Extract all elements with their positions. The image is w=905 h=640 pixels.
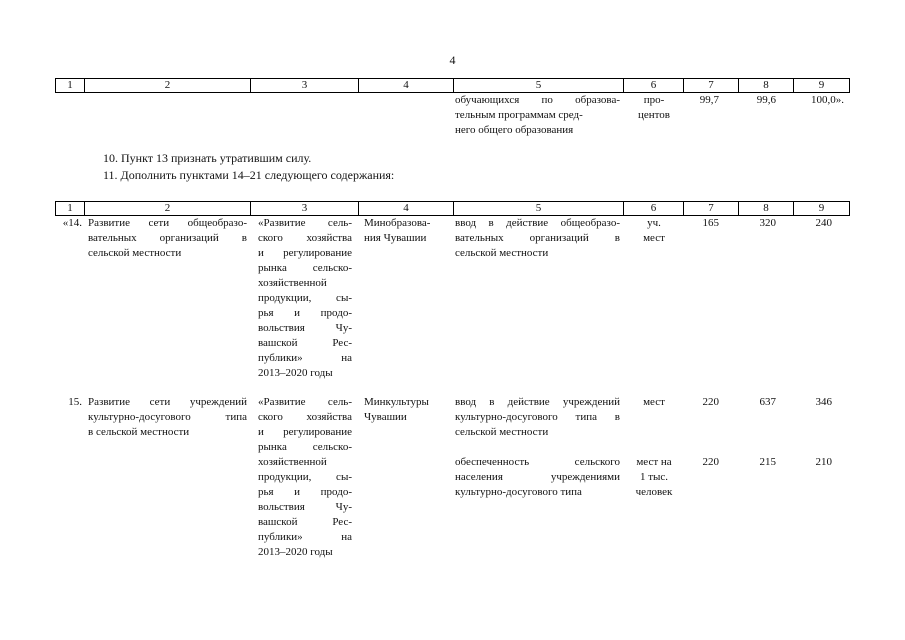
program-line: рынка сельско- (258, 262, 352, 274)
row-number: «14. (62, 217, 82, 229)
program-line: ского хозяйства (258, 232, 352, 244)
program-line: «Развитие сель- (258, 217, 352, 229)
value-cell: 220 (702, 456, 719, 468)
column-number: 4 (358, 202, 453, 215)
value-cell: 240 (815, 217, 832, 229)
unit-line: мест (643, 232, 665, 244)
value-cell: 637 (759, 396, 776, 408)
column-number: 3 (250, 202, 358, 215)
program-line: вашской Рес- (258, 516, 352, 528)
indicator-line: него общего образования (455, 124, 574, 136)
column-number: 8 (738, 79, 793, 92)
column-number: 6 (623, 79, 683, 92)
program-line: хозяйственной (258, 277, 327, 289)
column-number: 5 (453, 202, 623, 215)
column-number: 9 (793, 79, 850, 92)
unit-line: уч. (647, 217, 661, 229)
unit-line: про- (643, 94, 665, 106)
unit-line: мест на (636, 456, 672, 468)
column-number: 7 (683, 79, 738, 92)
program-line: и регулирование (258, 426, 352, 438)
value-cell: 220 (702, 396, 719, 408)
indicator-line: населения учреждениями (455, 471, 620, 483)
value-cell: 99,7 (699, 94, 719, 106)
column-number: 9 (793, 202, 850, 215)
paragraph: 10. Пункт 13 признать утратившим силу. (103, 151, 312, 165)
indicator-line: культурно-досугового типа в (455, 411, 620, 423)
value-cell: 99,6 (756, 94, 776, 106)
unit-line: человек (635, 486, 673, 498)
unit-line: центов (637, 109, 670, 121)
column-number: 4 (358, 79, 453, 92)
table-header-row (55, 201, 850, 216)
program-line: вольствия Чу- (258, 322, 352, 334)
value-cell: 210 (815, 456, 832, 468)
unit-line: 1 тыс. (639, 471, 669, 483)
program-line: ского хозяйства (258, 411, 352, 423)
measure-line: культурно-досугового типа (88, 411, 247, 423)
value-cell: 215 (759, 456, 776, 468)
indicator-line: тельным программам сред- (455, 109, 583, 121)
indicator-line: сельской местности (455, 247, 549, 259)
executor-line: ния Чувашии (364, 232, 427, 244)
column-number: 7 (683, 202, 738, 215)
measure-line: Развитие сети общеобразо- (88, 217, 247, 229)
executor-line: Чувашии (364, 411, 407, 423)
page-number: 4 (449, 53, 456, 67)
program-line: вольствия Чу- (258, 501, 352, 513)
program-line: продукции, сы- (258, 292, 352, 304)
executor-line: Минкультуры (364, 396, 429, 408)
column-number: 5 (453, 79, 623, 92)
value-cell: 346 (815, 396, 832, 408)
program-line: 2013–2020 годы (258, 546, 333, 558)
measure-line: в сельской местности (88, 426, 190, 438)
indicator-line: ввод в действие учреждений (455, 396, 620, 408)
indicator-line: ввод в действие общеобразо- (455, 217, 620, 229)
indicator-line: обучающихся по образова- (455, 94, 620, 106)
row-number: 15. (68, 396, 82, 408)
program-line: и регулирование (258, 247, 352, 259)
program-line: вашской Рес- (258, 337, 352, 349)
measure-line: вательных организаций в (88, 232, 247, 244)
program-line: продукции, сы- (258, 471, 352, 483)
paragraph: 11. Дополнить пунктами 14–21 следующего содержания: (103, 168, 395, 182)
program-line: рья и продо- (258, 486, 352, 498)
program-line: публики» на (258, 352, 352, 364)
indicator-line: вательных организаций в (455, 232, 620, 244)
indicator-line: культурно-досугового типа (455, 486, 582, 498)
column-number: 6 (623, 202, 683, 215)
column-number: 3 (250, 79, 358, 92)
program-line: 2013–2020 годы (258, 367, 333, 379)
measure-line: сельской местности (88, 247, 182, 259)
indicator-line: обеспеченность сельского (455, 456, 620, 468)
column-number: 2 (84, 202, 250, 215)
table-header-row (55, 78, 850, 93)
unit-line: мест (643, 396, 665, 408)
indicator-line: сельской местности (455, 426, 549, 438)
column-number: 1 (55, 202, 84, 215)
program-line: хозяйственной (258, 456, 327, 468)
column-number: 8 (738, 202, 793, 215)
value-cell: 100,0». (811, 94, 844, 106)
program-line: «Развитие сель- (258, 396, 352, 408)
column-number: 2 (84, 79, 250, 92)
value-cell: 320 (759, 217, 776, 229)
program-line: рынка сельско- (258, 441, 352, 453)
value-cell: 165 (702, 217, 719, 229)
executor-line: Минобразова- (364, 217, 431, 229)
measure-line: Развитие сети учреждений (88, 396, 247, 408)
program-line: рья и продо- (258, 307, 352, 319)
program-line: публики» на (258, 531, 352, 543)
column-number: 1 (55, 79, 84, 92)
